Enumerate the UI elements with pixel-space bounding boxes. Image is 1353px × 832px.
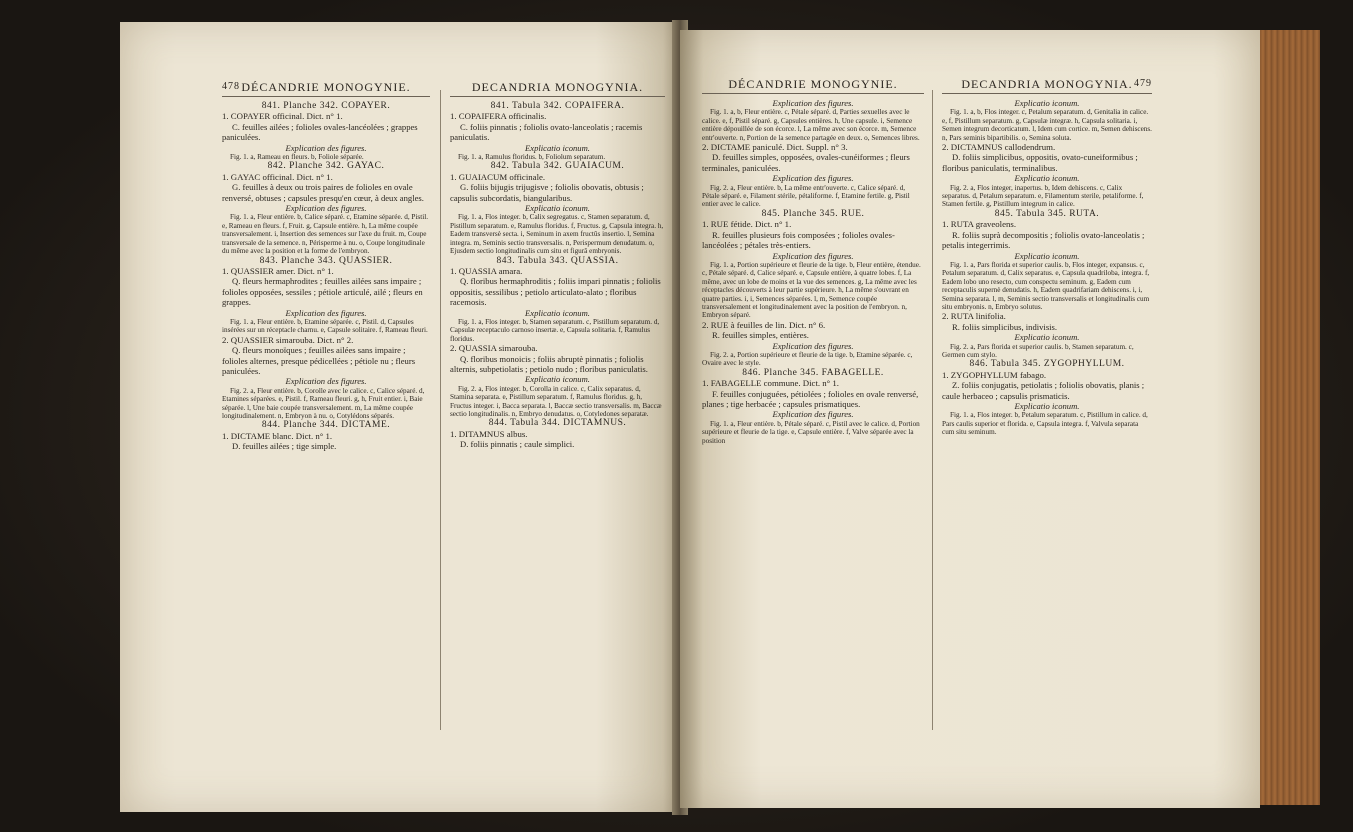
figure-legend: Fig. 1. a, Ramulus floridus. b, Foliolum separatum. xyxy=(458,153,606,162)
explanation-heading: Explication des figures. xyxy=(772,340,854,351)
species-entry: 1. DITAMNUS albus. xyxy=(450,428,528,439)
column-text xyxy=(222,101,430,452)
species-description: C. foliis pinnatis ; foliolis ovato-lanceolatis ; racemis paniculatis. xyxy=(450,121,643,143)
left-page-french-column xyxy=(222,78,430,452)
species-description: Q. fleurs monoïques ; feuilles ailées sans impaire ; folioles alternes, presque pédicellées ; pétiole nu ; fleurs paniculées. xyxy=(222,345,416,376)
species-description: G. feuilles à deux ou trois paires de folioles en ovale renversé, obtuses ; capsules presqu'en cœur, à deux angles. xyxy=(222,182,424,203)
figure-legend: Fig. 2. a, Fleur entière. b, La même entr'ouverte. c, Calice séparé. d, Pétale séparé. e, Filament stérile, pétaliforme. f, Etamine fertile. g, Pistil entier avec le calice. xyxy=(702,183,910,209)
species-description: C. feuilles ailées ; folioles ovales-lancéolées ; grappes paniculées. xyxy=(222,121,418,143)
species-entry: 1. DICTAME blanc. Dict. n° 1. xyxy=(222,430,333,441)
figure-legend: Fig. 2. a, Flos integer, inapertus. b, Idem dehiscens. c, Calix separatus. d, Petalum separatum. e, Filamentum sterile, petaliforme. f, Stamen fertile. g, Pistillum integrum in calice. xyxy=(942,183,1144,209)
species-description: Z. foliis conjugatis, petiolatis ; foliolis obovatis, planis ; caule herbaceo ; capsulis prismaticis. xyxy=(942,380,1145,401)
species-entry: 1. QUASSIA amara. xyxy=(450,265,523,276)
species-description: G. foliis bijugis trijugisve ; foliolis obovatis, obtusis ; capsulis subcordatis, biangularibus. xyxy=(450,182,644,203)
figure-legend: Fig. 1. a, Portion supérieure et fleurie de la tige. b, Fleur entière, étendue. c, Pétale séparé. d, Calice séparé. e, Capsule entière, à quatre lobes. f, La même, avec un lobe de moins et la vue des semences. g, La même avec les réceptacles découverts à leur partie supérieure. h, La même s'ouvrant en quatre parties. i, i, Semences séparées. l, m, Semence coupée transversalement et longitudinalement avec la position de l'embryon. n, Embryon séparé. xyxy=(702,260,921,320)
species-description: D. feuilles simples, opposées, ovales-cunéiformes ; fleurs terminales, paniculées. xyxy=(702,152,910,173)
species-description: F. feuilles conjuguées, pétiolées ; folioles en ovale renversé, planes ; tige herbacée ; capsules prismatiques. xyxy=(702,388,919,409)
figure-legend: Fig. 1. a, Flos integer. b, Calix segregatus. c, Stamen separatum. d, Pistillum separatum. e, Ramulus floridus. f, Fructus. g, Capsula integra. h, Eadem transversè secta. i, Seminum in axem fructûs insertio. l, Semina integra. m, Seminis sectio transversalis. n, Perispermum denudatum. o, Ejusdem sectio longitudinalis cum situ et figurâ embryonis. xyxy=(450,213,664,256)
explanation-heading: Explication des figures. xyxy=(772,250,854,261)
species-entry: 1. ZYGOPHYLLUM fabago. xyxy=(942,369,1047,380)
figure-legend: Fig. 1. a, b, Flos integer. c, Petalum separatum. d, Genitalia in calice. e, f, Pistillum separatum. g, Capsulæ integræ. h, Capsula solitaria. i, Semen integrum decorticatum. l, Idem cum cortice. m, Semen dehiscens. n, Pars seminis bipartibilis. o, Semina soluta. xyxy=(942,108,1152,142)
explanation-heading: Explicatio iconum. xyxy=(1014,98,1080,108)
species-description: D. feuilles ailées ; tige simple. xyxy=(232,441,337,452)
plate-heading: 841. Tabula 342. COPAIFERA. xyxy=(490,101,625,111)
figure-legend: Fig. 1. a, Fleur entière. b, Calice séparé. c, Etamine séparée. d, Pistil. e, Rameau en fleurs. f, Fruit. g, Capsule entière. h, La même coupée transversalement. i, Insertion des semences sur l'axe du fruit. m, Coupe transversale de la semence. n, Périsperme à nu. o, Coupe longitudinale du même avec la position et la forme de l'embryon. xyxy=(222,213,428,256)
right-page-french-column xyxy=(702,75,924,445)
plate-heading: 843. Tabula 343. QUASSIA. xyxy=(496,255,619,266)
column-text xyxy=(450,101,665,450)
species-description: Q. fleurs hermaphrodites ; feuilles ailées sans impaire ; folioles opposées, sessiles ; pétiole articulé, ailé ; fleurs en grappes. xyxy=(222,276,423,308)
plate-heading: 842. Tabula 342. GUAIACUM. xyxy=(490,161,625,172)
species-description: D. foliis simplicibus, oppositis, ovato-cuneiformibus ; floribus paniculatis, terminalibus. xyxy=(942,152,1138,173)
species-entry: 2. DICTAMNUS callodendrum. xyxy=(942,142,1056,153)
left-page-latin-column xyxy=(450,78,665,450)
species-description: D. foliis pinnatis ; caule simplici. xyxy=(460,439,575,450)
plate-heading: 844. Tabula 344. DICTAMNUS. xyxy=(488,418,627,429)
figure-legend: Fig. 2. a, Fleur entière. b, Corolle avec le calice. c, Calice séparé. d, Etamines séparées. e, Pistil. f, Rameau fleuri. g, h, Fruit entier. i, Baie séparée. l, Une baie coupée transversalement. m, La même coupée longitudinalement. n, Embryon à nu. o, Cotylédons séparés. xyxy=(222,386,425,420)
explanation-heading: Explicatio iconum. xyxy=(1014,332,1080,343)
species-entry: 1. COPAIFERA officinalis. xyxy=(450,111,547,122)
explanation-heading: Explication des figures. xyxy=(285,203,367,214)
column-rule xyxy=(440,90,441,730)
species-description: R. feuilles simples, entières. xyxy=(712,330,809,341)
figure-legend: Fig. 1. a, Flos integer. b, Stamen separatum. c, Pistillum separatum. d, Capsulæ receptaculo carnoso insertæ. e, Capsula solitaria. f, Ramulus floridus. xyxy=(450,317,660,343)
book-edge xyxy=(1260,30,1320,805)
plate-heading: 846. Planche 345. FABAGELLE. xyxy=(742,367,884,378)
figure-legend: Fig. 2. a, Portion supérieure et fleurie de la tige. b, Etamine séparée. c, Ovaire avec le style. xyxy=(702,350,913,368)
running-head-text: DÉCANDRIE MONOGYNIE. xyxy=(728,77,898,91)
running-head-text: DECANDRIA MONOGYNIA. xyxy=(961,77,1133,91)
species-entry: 1. QUASSIER amer. Dict. n° 1. xyxy=(222,265,334,276)
species-entry: 1. RUTA graveolens. xyxy=(942,219,1017,230)
species-description: Q. floribus hermaphroditis ; foliis impari pinnatis ; foliolis oppositis, sessilibus ; petiolo articulato-alato ; floribus racemosis. xyxy=(450,276,661,308)
figure-legend: Fig. 1. a, Fleur entière. b, Pétale séparé. c, Pistil avec le calice. d, Portion supérieure et fleurie de la tige. e, Capsule entière. f, Valve séparée avec la position xyxy=(702,419,920,445)
page-number: 479 xyxy=(1134,78,1152,89)
plate-heading: 845. Tabula 345. RUTA. xyxy=(994,208,1100,219)
species-entry: 2. QUASSIER simarouba. Dict. n° 2. xyxy=(222,334,354,345)
running-head-text: DÉCANDRIE MONOGYNIE. xyxy=(241,80,411,94)
explanation-heading: Explicatio iconum. xyxy=(1014,173,1080,184)
species-entry: 1. GUAIACUM officinale. xyxy=(450,171,546,182)
figure-legend: Fig. 2. a, Flos integer. b, Corolla in calice. c, Calix separatus. d, Stamina separata. e, Pistillum separatum. f, Ramulus floridus. g, h, Fructus integer. i, Bacca separata. l, Baccæ sectio transversalis. m, Baccæ sectio longitudinalis. n, Embryo denudatus. o, Cotyledones separatæ. xyxy=(450,384,662,418)
species-entry: 1. FABAGELLE commune. Dict. n° 1. xyxy=(702,378,840,389)
explanation-heading: Explication des figures. xyxy=(772,98,854,108)
running-head xyxy=(222,78,430,97)
plate-heading: 844. Planche 344. DICTAME. xyxy=(261,420,391,431)
plate-heading: 841. Planche 342. COPAYER. xyxy=(261,101,391,111)
figure-legend: Fig. 1. a, Pars florida et superior caulis. b, Flos integer, expansus. c, Petalum separatum. d, Calix separatus. e, Capsula quadriloba, integra. f, Eadem lobo uno resecto, cum conspectu seminum. g, Eadem cum receptaculis supernè denudatis. h, Eadem quadrifariam dehiscens. i, i, Semina separata. l, m, Seminis sectio transversalis et longitudinalis cum situ embryonis. n, Embryo solutus. xyxy=(942,260,1150,311)
species-entry: 1. RUE fétide. Dict. n° 1. xyxy=(702,219,792,230)
column-text xyxy=(702,98,924,445)
running-head-text: DECANDRIA MONOGYNIA. xyxy=(471,80,644,94)
figure-legend: Fig. 2. a, Pars florida et superior caulis. b, Stamen separatum. c, Germen cum stylo. xyxy=(942,342,1134,359)
species-description: R. foliis suprà decompositis ; foliolis ovato-lanceolatis ; petalis integerrimis. xyxy=(942,229,1145,251)
figure-legend: Fig. 1. a, Rameau en fleurs. b, Foliole séparée. xyxy=(230,153,364,162)
plate-heading: 845. Planche 345. RUE. xyxy=(761,208,865,219)
species-description: R. foliis simplicibus, indivisis. xyxy=(952,321,1058,332)
species-entry: 2. RUTA linifolia. xyxy=(942,311,1006,322)
explanation-heading: Explicatio iconum. xyxy=(525,142,590,153)
running-head xyxy=(942,75,1152,94)
page-number: 478 xyxy=(222,81,240,92)
figure-legend: Fig. 1. a, Fleur entière. b, Etamine séparée. c, Pistil. d, Capsules insérées sur un réceptacle charnu. e, Capsule solitaire. f, Rameau fleuri. xyxy=(222,317,428,335)
explanation-heading: Explicatio iconum. xyxy=(525,374,590,385)
explanation-heading: Explication des figures. xyxy=(772,409,854,420)
right-page xyxy=(680,30,1260,808)
explanation-heading: Explicatio iconum. xyxy=(525,203,590,214)
figure-legend: Fig. 1. a, Flos integer. b, Petalum separatum. c, Pistillum in calice. d, Pars caulis superior et florida. e, Capsula integra. f, Valvula separata cum situ seminum. xyxy=(942,411,1148,437)
column-rule xyxy=(932,90,933,730)
plate-heading: 843. Planche 343. QUASSIER. xyxy=(259,255,393,266)
plate-heading: 846. Tabula 345. ZYGOPHYLLUM. xyxy=(969,359,1125,370)
species-description: Q. floribus monoicis ; foliis abruptè pinnatis ; foliolis alternis, subpetiolatis ; petiolo nudo ; floribus paniculatis. xyxy=(450,353,648,374)
explanation-heading: Explication des figures. xyxy=(285,142,367,153)
explanation-heading: Explication des figures. xyxy=(772,173,854,184)
species-entry: 1. GAYAC officinal. Dict. n° 1. xyxy=(222,171,333,182)
species-entry: 2. QUASSIA simarouba. xyxy=(450,343,538,354)
right-page-latin-column xyxy=(942,75,1152,437)
explanation-heading: Explicatio iconum. xyxy=(1014,250,1080,261)
species-entry: 2. RUE à feuilles de lin. Dict. n° 6. xyxy=(702,319,826,330)
running-head xyxy=(450,78,665,97)
running-head xyxy=(702,75,924,94)
explanation-heading: Explication des figures. xyxy=(285,307,367,318)
explanation-heading: Explication des figures. xyxy=(285,376,367,387)
explanation-heading: Explicatio iconum. xyxy=(1014,401,1080,411)
column-text xyxy=(942,98,1152,437)
species-entry: 1. COPAYER officinal. Dict. n° 1. xyxy=(222,111,343,122)
left-page xyxy=(120,22,680,812)
species-entry: 2. DICTAME paniculé. Dict. Suppl. n° 3. xyxy=(702,142,848,153)
figure-legend: Fig. 1. a, b, Fleur entière. c, Pétale séparé. d, Parties sexuelles avec le calice. e, f, Pistil séparé. g, Capsules entières. h, Une capsule. i, Semence entière dépouillée de son écorce. l, La même avec son écorce. m, Semence entr'ouverte. n, Portion de la semence partagée en deux. o, Semences libres. xyxy=(702,108,920,142)
species-description: R. feuilles plusieurs fois composées ; folioles ovales-lancéolées ; pétales très-entiers. xyxy=(702,229,895,251)
explanation-heading: Explicatio iconum. xyxy=(525,307,590,318)
plate-heading: 842. Planche 342. GAYAC. xyxy=(267,161,385,172)
